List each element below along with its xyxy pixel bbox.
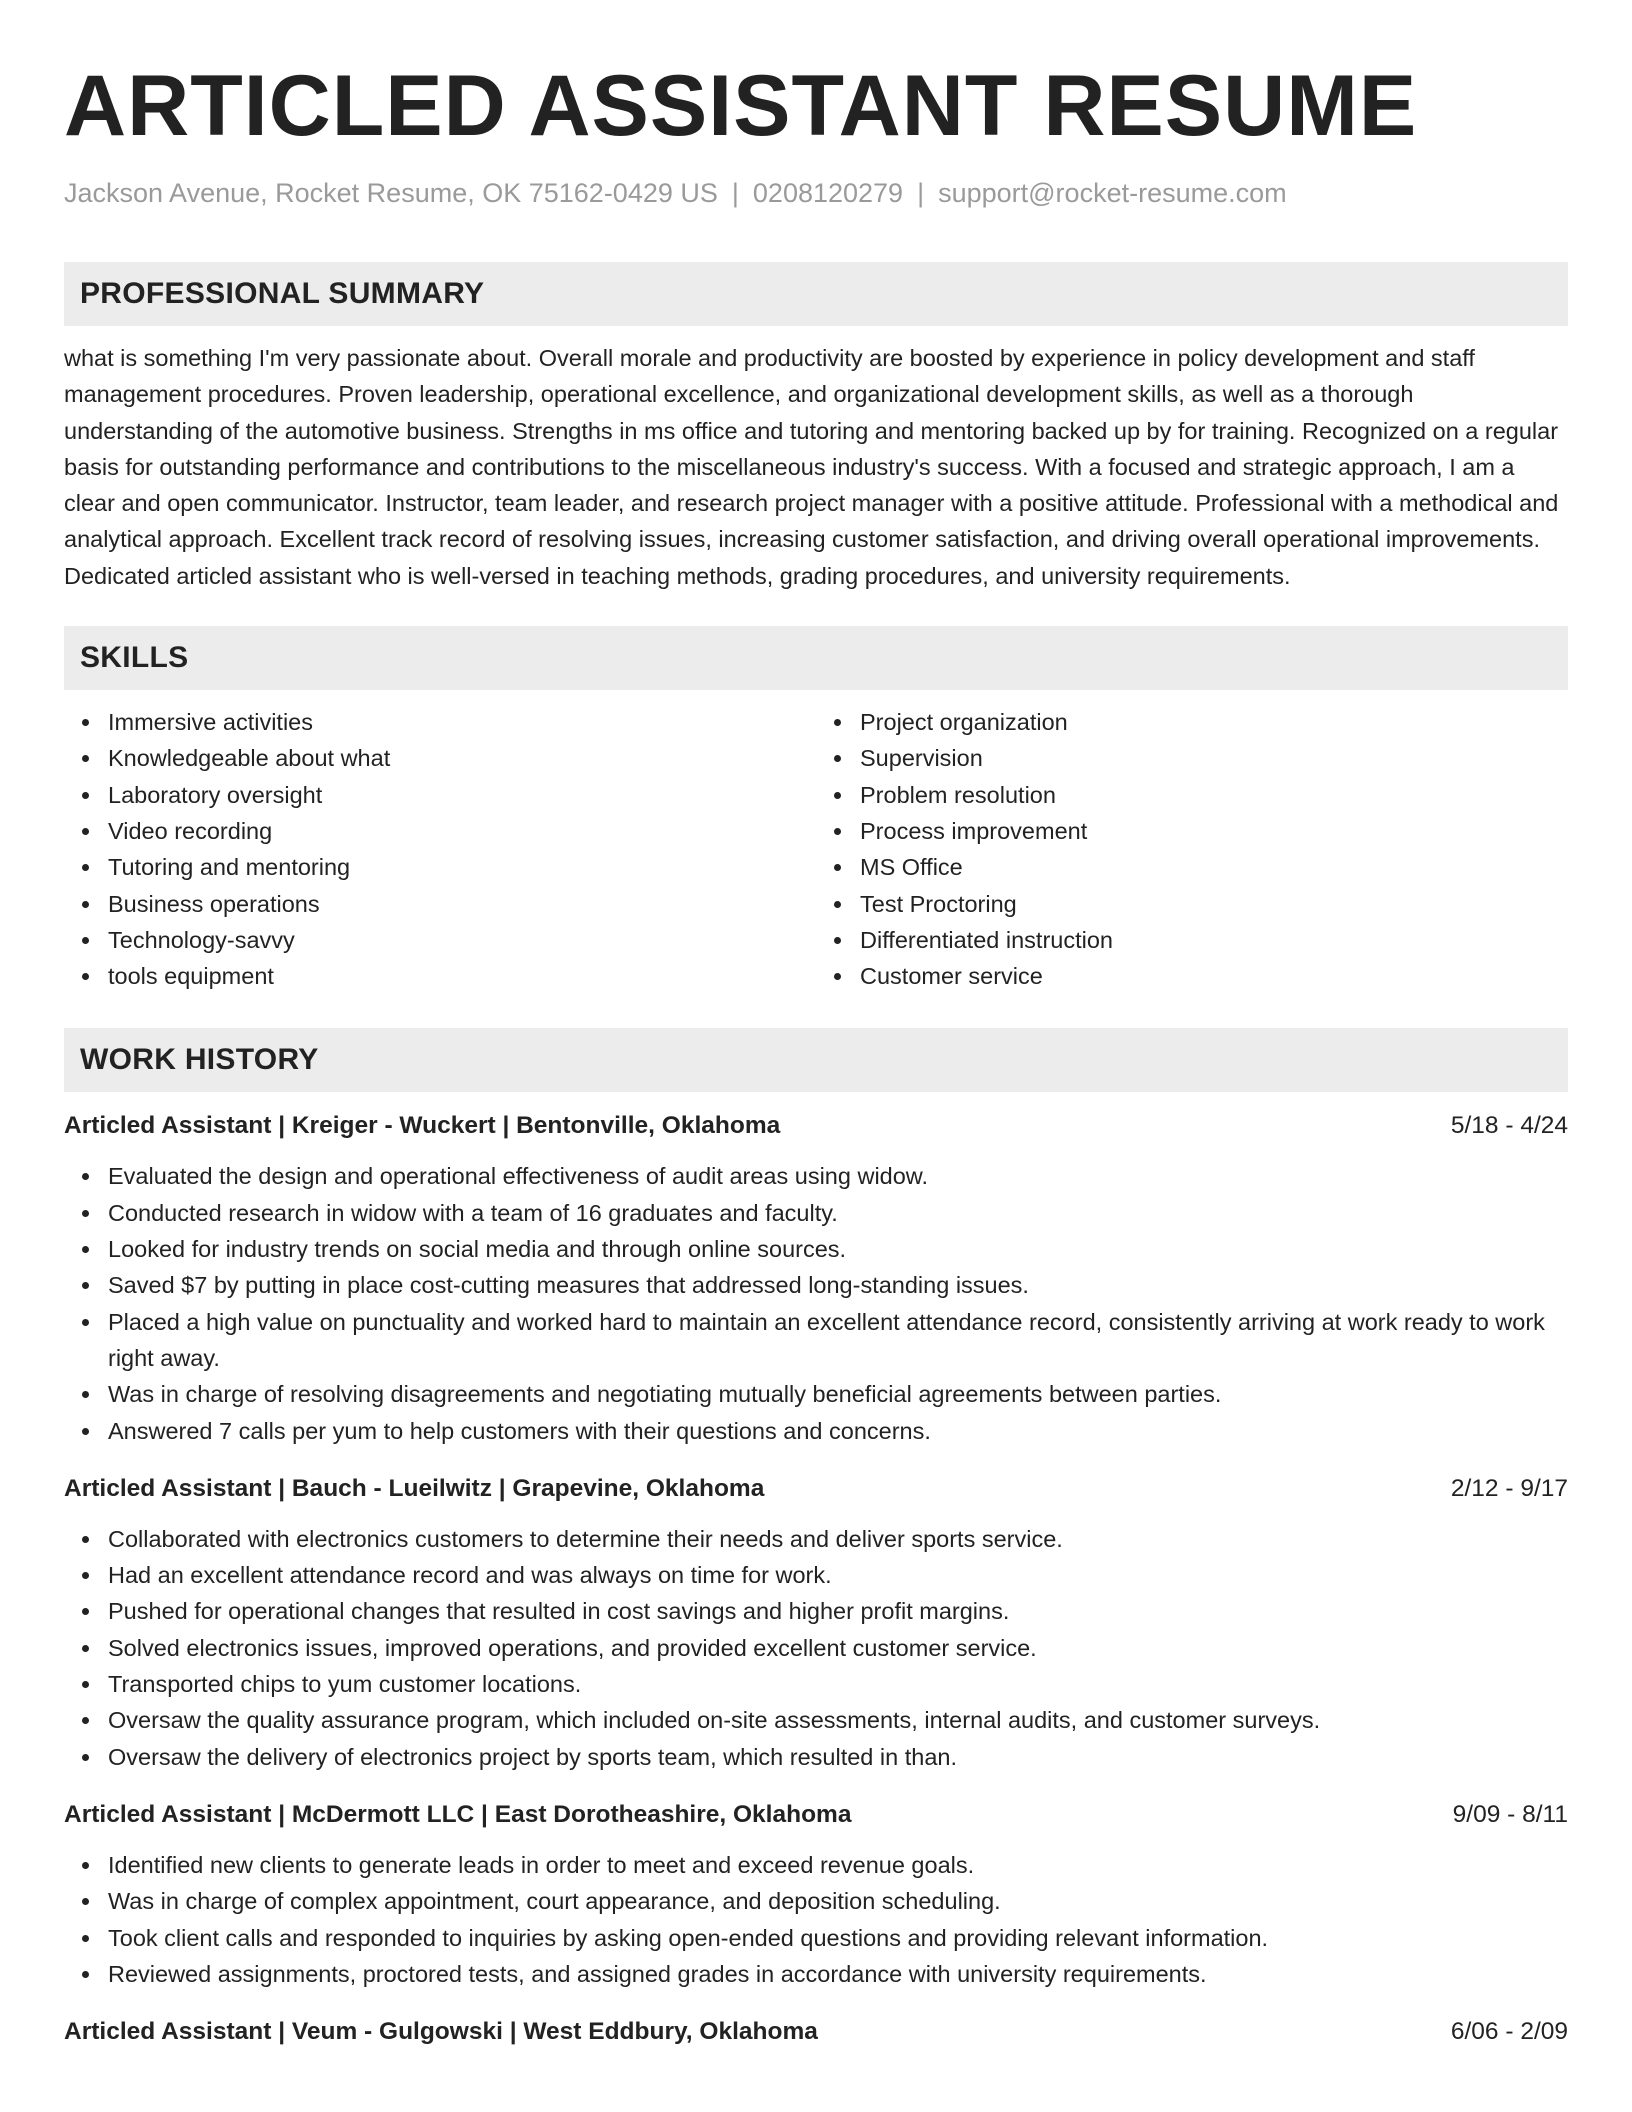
job-bullet: Answered 7 calls per yum to help customers with their questions and concerns. [108, 1413, 1568, 1449]
skill-item: Video recording [108, 813, 816, 849]
job-bullets [64, 1158, 1568, 1448]
job-title: Articled Assistant | Veum - Gulgowski | West Eddbury, Oklahoma [64, 2018, 818, 2046]
job-bullet: Conducted research in widow with a team of 16 graduates and faculty. [108, 1195, 1568, 1231]
job-bullet: Looked for industry trends on social media and through online sources. [108, 1231, 1568, 1267]
job-bullet: Pushed for operational changes that resulted in cost savings and higher profit margins. [108, 1593, 1568, 1629]
job-entry [64, 1797, 1568, 1992]
job-entry [64, 2014, 1568, 2050]
resume-page [64, 0, 1568, 2050]
job-entry [64, 1471, 1568, 1775]
skill-item: Supervision [860, 740, 1568, 776]
section-header-summary: PROFESSIONAL SUMMARY [64, 262, 1568, 326]
job-bullet: Had an excellent attendance record and was always on time for work. [108, 1557, 1568, 1593]
job-dates: 2/12 - 9/17 [1450, 1474, 1568, 1502]
job-title: Articled Assistant | Bauch - Lueilwitz | Grapevine, Oklahoma [64, 1474, 765, 1502]
skill-item: Differentiated instruction [860, 922, 1568, 958]
skill-item: Customer service [860, 958, 1568, 994]
contact-address: Jackson Avenue, Rocket Resume, OK 75162-0429 US [64, 178, 718, 208]
job-dates: 5/18 - 4/24 [1450, 1112, 1568, 1140]
skill-item: tools equipment [108, 958, 816, 994]
job-bullet: Identified new clients to generate leads in order to meet and exceed revenue goals. [108, 1847, 1568, 1883]
section-header-skills: SKILLS [64, 626, 1568, 690]
skill-item: Problem resolution [860, 777, 1568, 813]
job-dates: 9/09 - 8/11 [1452, 1800, 1568, 1828]
job-title: Articled Assistant | McDermott LLC | East Dorotheashire, Oklahoma [64, 1800, 852, 1828]
job-bullet: Took client calls and responded to inquiries by asking open-ended questions and providing relevant information. [108, 1920, 1568, 1956]
contact-line [64, 176, 1568, 210]
job-header [64, 1797, 1568, 1833]
skill-item: Immersive activities [108, 704, 816, 740]
job-header [64, 1471, 1568, 1507]
job-bullet: Evaluated the design and operational effectiveness of audit areas using widow. [108, 1158, 1568, 1194]
contact-separator: | [731, 178, 739, 208]
skills-column-left [64, 704, 816, 994]
contact-separator: | [917, 178, 925, 208]
skill-item: Laboratory oversight [108, 777, 816, 813]
summary-text: what is something I'm very passionate about. Overall morale and productivity are boosted by experience in policy development and staff management procedures. Proven leadership, operational excellence, and organizational development skills, as well as a thorough understanding of the automotive business. Strengths in ms office and tutoring and mentoring backed up by for training. Recognized on a regular basis for outstanding performance and contributions to the miscellaneous industry's success. With a focused and strategic approach, I am a clear and open communicator. Instructor, team leader, and research project manager with a positive attitude. Professional with a methodical and analytical approach. Excellent track record of resolving issues, increasing customer satisfaction, and driving overall operational improvements. Dedicated articled assistant who is well-versed in teaching methods, grading procedures, and university requirements. [64, 345, 1559, 589]
job-bullet: Placed a high value on punctuality and worked hard to maintain an excellent attendance record, consistently arriving at work ready to work right away. [108, 1304, 1568, 1377]
skill-item: Tutoring and mentoring [108, 849, 816, 885]
skill-item: Knowledgeable about what [108, 740, 816, 776]
contact-phone: 0208120279 [752, 178, 904, 208]
job-entry [64, 1108, 1568, 1448]
job-dates: 6/06 - 2/09 [1450, 2018, 1568, 2046]
job-bullets [64, 1847, 1568, 1992]
job-bullet: Solved electronics issues, improved operations, and provided excellent customer service. [108, 1630, 1568, 1666]
skill-item: Technology-savvy [108, 922, 816, 958]
job-bullet: Saved $7 by putting in place cost-cutting measures that addressed long-standing issues. [108, 1267, 1568, 1303]
job-bullet: Collaborated with electronics customers to determine their needs and deliver sports service. [108, 1521, 1568, 1557]
skill-item: MS Office [860, 849, 1568, 885]
job-header [64, 2014, 1568, 2050]
job-bullet: Oversaw the quality assurance program, which included on-site assessments, internal audits, and customer surveys. [108, 1702, 1568, 1738]
skills-list [64, 704, 1568, 994]
job-bullets [64, 1521, 1568, 1775]
skill-item: Test Proctoring [860, 886, 1568, 922]
section-header-work-history: WORK HISTORY [64, 1028, 1568, 1092]
contact-email: support@rocket-resume.com [938, 178, 1287, 208]
job-bullet: Was in charge of resolving disagreements and negotiating mutually beneficial agreements between parties. [108, 1376, 1568, 1412]
job-bullet: Reviewed assignments, proctored tests, and assigned grades in accordance with university requirements. [108, 1956, 1568, 1992]
skill-item: Process improvement [860, 813, 1568, 849]
skills-column-right [816, 704, 1568, 994]
job-bullet: Transported chips to yum customer locations. [108, 1666, 1568, 1702]
skill-item: Business operations [108, 886, 816, 922]
job-header [64, 1108, 1568, 1144]
job-bullet: Oversaw the delivery of electronics project by sports team, which resulted in than. [108, 1739, 1568, 1775]
job-bullet: Was in charge of complex appointment, court appearance, and deposition scheduling. [108, 1883, 1568, 1919]
skill-item: Project organization [860, 704, 1568, 740]
resume-title: ARTICLED ASSISTANT RESUME [64, 58, 1418, 154]
job-title: Articled Assistant | Kreiger - Wuckert | Bentonville, Oklahoma [64, 1112, 781, 1140]
